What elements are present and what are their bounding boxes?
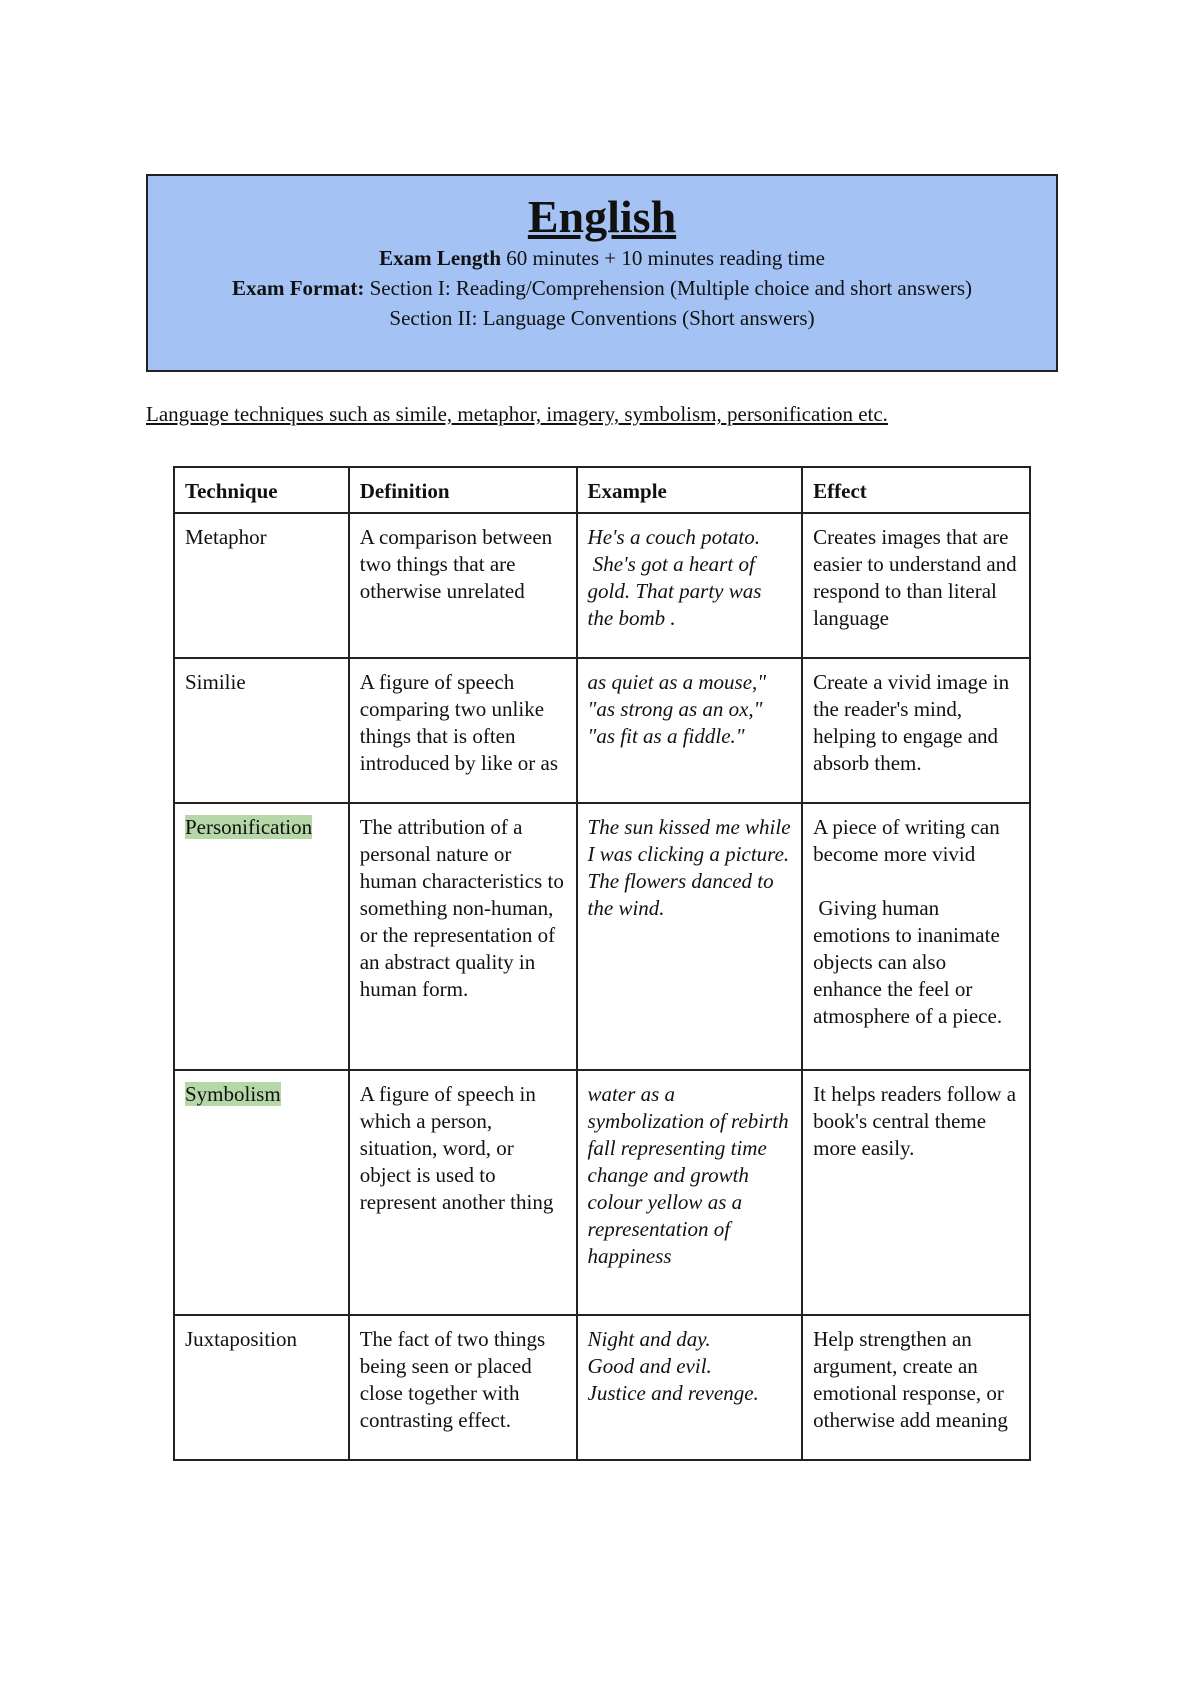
cell-example: [577, 803, 803, 1070]
definition-text: The fact of two things being seen or placed close together with contrasting effect.: [359, 1327, 551, 1432]
example-text: as quiet as a mouse," "as strong as an ox," "as fit as a fiddle.": [587, 670, 767, 748]
page-title: English: [527, 191, 677, 242]
techniques-table: [173, 466, 1031, 1461]
cell-effect: [802, 658, 1030, 803]
technique-text: Personification: [185, 815, 313, 839]
table-row: [174, 803, 1030, 1070]
exam-format-label: Exam Format:: [231, 275, 365, 300]
cell-example: [577, 1315, 803, 1460]
column-header-technique: Technique: [174, 467, 349, 513]
effect-text: Creates images that are easier to understand and respond to than literal language: [813, 525, 1022, 630]
cell-example: [577, 658, 803, 803]
technique-text: Symbolism: [185, 1082, 281, 1106]
cell-technique: [174, 513, 349, 658]
exam-header-box: [146, 174, 1058, 372]
effect-text: Help strengthen an argument, create an emotional response, or otherwise add meaning: [813, 1327, 1010, 1432]
table-row: [174, 513, 1030, 658]
column-header-definition: Definition: [349, 467, 577, 513]
table-row: [174, 658, 1030, 803]
table-row: [174, 1070, 1030, 1315]
definition-text: The attribution of a personal nature or human characteristics to something non-human, or the representation of an abstract quality in human form.: [359, 815, 570, 1001]
effect-text: Create a vivid image in the reader's mind, helping to engage and absorb them.: [813, 670, 1015, 775]
exam-length-value: 60 minutes + 10 minutes reading time: [506, 245, 825, 270]
cell-example: [577, 1070, 803, 1315]
definition-text: A comparison between two things that are otherwise unrelated: [359, 525, 558, 603]
cell-effect: [802, 1315, 1030, 1460]
technique-text: Similie: [185, 670, 246, 694]
cell-technique: [174, 803, 349, 1070]
cell-effect: [802, 1070, 1030, 1315]
example-text: He's a couch potato. She's got a heart of gold. That party was the bomb .: [587, 525, 762, 630]
column-header-example: Example: [577, 467, 803, 513]
exam-length-label: Exam Length: [379, 245, 502, 270]
exam-format-line-2: Section II: Language Conventions (Short answers): [389, 305, 815, 330]
cell-definition: [349, 1070, 577, 1315]
cell-technique: [174, 658, 349, 803]
example-text: water as a symbolization of rebirth fall representing time change and growth colour yellow as a representation of happiness: [587, 1082, 789, 1268]
section-heading: Language techniques such as simile, metaphor, imagery, symbolism, personification etc.: [146, 402, 888, 426]
effect-text: It helps readers follow a book's central theme more easily.: [813, 1082, 1022, 1160]
cell-definition: [349, 1315, 577, 1460]
definition-text: A figure of speech in which a person, situation, word, or object is used to represent another thing: [359, 1082, 554, 1214]
cell-technique: [174, 1070, 349, 1315]
table-row: [174, 1315, 1030, 1460]
effect-text: A piece of writing can become more vivid Giving human emotions to inanimate objects can also enhance the feel or atmosphere of a piece.: [813, 815, 1003, 1028]
table-body: [174, 513, 1030, 1460]
exam-format-line: [148, 273, 1056, 303]
example-text: Night and day. Good and evil. Justice and revenge.: [587, 1327, 759, 1405]
cell-definition: [349, 658, 577, 803]
technique-text: Metaphor: [185, 525, 267, 549]
cell-definition: [349, 803, 577, 1070]
column-header-effect: Effect: [802, 467, 1030, 513]
example-text: The sun kissed me while I was clicking a picture. The flowers danced to the wind.: [587, 815, 791, 920]
cell-effect: [802, 803, 1030, 1070]
technique-text: Juxtaposition: [185, 1327, 298, 1351]
cell-definition: [349, 513, 577, 658]
definition-text: A figure of speech comparing two unlike things that is often introduced by like or as: [359, 670, 559, 775]
table-header-row: [174, 467, 1030, 513]
cell-technique: [174, 1315, 349, 1460]
exam-length-line: [148, 243, 1056, 273]
exam-format-value: Section I: Reading/Comprehension (Multiple choice and short answers): [369, 275, 973, 300]
cell-effect: [802, 513, 1030, 658]
cell-example: [577, 513, 803, 658]
